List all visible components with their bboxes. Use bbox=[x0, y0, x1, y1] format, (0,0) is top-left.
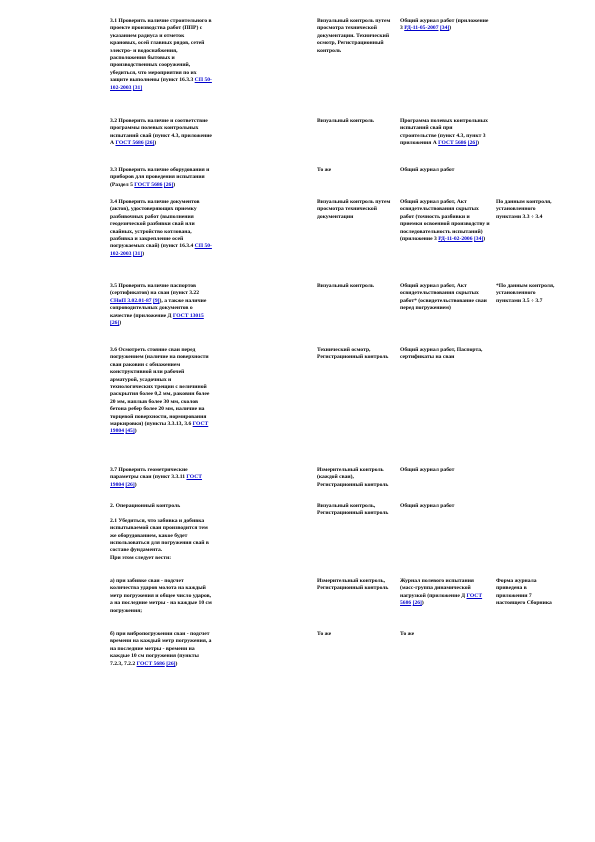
cell-text: ) bbox=[134, 428, 137, 435]
cell-text: 3.2 Проверить наличие и соответствие программы полевых контрольных испытаний свай (пункт 4.3, приложение А bbox=[110, 118, 212, 147]
documentation-cell bbox=[400, 631, 490, 638]
reference-link[interactable]: [34] bbox=[473, 236, 484, 243]
documentation-cell bbox=[400, 199, 490, 243]
cell-text: 3.7 Проверить геометрические параметры сваи (пункт 3.3.11 bbox=[110, 467, 188, 481]
control-method-cell bbox=[317, 167, 397, 174]
control-method-cell bbox=[317, 503, 397, 518]
operation-cell bbox=[110, 347, 212, 436]
cell-text: ) bbox=[175, 660, 178, 667]
cell-text: Журнал полевого испытания (масс-группа динамической нагрузкой (приложение Д bbox=[400, 578, 474, 599]
reference-link[interactable]: [26] bbox=[110, 320, 120, 327]
cell-text: 3.6 Осмотреть стояние сваи перед погружением (наличие на поверхности сваи раковин с обнажением конструктивной или рабочей арматурой, усадочных и технологических трещин с величиной раскрытия более 0,2 мм, раковин более 20 мм, наплыв более 30 мм, сколов бетона ребер более 20 мм, наличие на торцевой поверхности, нормирования маркировки) (пункты 3.3.13, 3.6 bbox=[110, 347, 210, 428]
reference-link[interactable]: ГОСТ 5686 bbox=[438, 140, 467, 147]
reference-link[interactable]: [45] bbox=[125, 428, 135, 435]
cell-text: 3.5 Проверить наличие паспортов (сертификатов) на сваи (пункт 3.22 bbox=[110, 283, 200, 297]
cell-text: По данным контроля, установленного пунктами 3.3 ÷ 3.4 bbox=[496, 199, 552, 220]
reference-link[interactable]: [31] bbox=[132, 250, 143, 257]
documentation-cell bbox=[400, 167, 490, 174]
reference-link[interactable]: ГОСТ 13015 bbox=[172, 312, 204, 319]
cell-text: Общий журнал работ, Паспорта, сертификаты на сваи bbox=[400, 347, 483, 361]
documentation-cell bbox=[400, 578, 490, 608]
reference-link[interactable]: СП 50-102-2003 bbox=[110, 77, 212, 91]
note-cell bbox=[496, 578, 558, 608]
cell-text: Визуальный контроль, Регистрационный контроль bbox=[317, 503, 389, 517]
reference-link[interactable]: ГОСТ 5686 bbox=[115, 140, 144, 147]
note-cell bbox=[496, 199, 558, 221]
control-method-cell bbox=[317, 118, 397, 125]
cell-text: Форма журнала приведена в приложении 7 настоящего Сборника bbox=[496, 578, 552, 607]
documentation-cell bbox=[400, 467, 490, 474]
documentation-cell bbox=[400, 283, 490, 313]
cell-text: Общий журнал работ, Акт освидетельствования скрытых работ* (освидетельствование сваи перед погружением) bbox=[400, 283, 487, 312]
operation-cell bbox=[110, 578, 212, 615]
reference-link[interactable]: ГОСТ 19804 bbox=[110, 474, 203, 488]
reference-link[interactable]: СНиП 3.02.01-87 bbox=[110, 297, 152, 304]
cell-text: а) при забивке сваи - подсчет количества ударов молота на каждый метр погружения и общее число ударов, а на последние метры - на каждые 10 см погружения; bbox=[110, 578, 212, 614]
control-method-cell bbox=[317, 199, 397, 221]
operation-cell bbox=[110, 118, 212, 148]
reference-link[interactable]: ГОСТ 5686 bbox=[400, 592, 483, 607]
cell-text: ) bbox=[173, 181, 176, 188]
cell-text: ) bbox=[449, 25, 452, 32]
operation-cell bbox=[110, 631, 212, 668]
cell-text: ) bbox=[134, 481, 137, 488]
cell-text: ) bbox=[421, 600, 424, 607]
cell-text: Измерительный контроль (каждой сваи), Регистрационный контроль bbox=[317, 467, 389, 488]
reference-link[interactable]: [31] bbox=[132, 84, 143, 91]
operation-cell bbox=[110, 199, 212, 258]
reference-link[interactable]: [9] bbox=[153, 297, 160, 304]
cell-text: б) при вибропогружении сваи - подсчет времени на каждый метр погружения, а на последние метры - времени на каждые 10 см погружения (пункты 7.2.3, 7.2.2 bbox=[110, 631, 212, 667]
cell-text: Визуальный контроль путем просмотра технической документации. Технический осмотр, Регистрационный контроль bbox=[317, 18, 391, 54]
cell-text: 3.3 Проверить наличие оборудования и приборов для проведения испытания (Раздел 5 bbox=[110, 167, 210, 188]
reference-link[interactable]: РД-11-02-2006 bbox=[438, 236, 473, 243]
cell-text: Общий журнал работ (приложение 3 bbox=[400, 18, 489, 32]
control-method-cell bbox=[317, 467, 397, 489]
cell-text: ) bbox=[477, 140, 479, 147]
reference-link[interactable]: [34] bbox=[439, 25, 450, 32]
control-method-cell bbox=[317, 578, 397, 593]
reference-link[interactable]: [26] bbox=[166, 660, 176, 667]
cell-text: 2. Операционный контроль 2.1 Убедиться, что забивка и добивка испытываемой сваи производится тем же оборудованием, какое будет использоваться для погружения свай в составе фундамента. При этом следует вести: bbox=[110, 503, 209, 561]
cell-text: 3.1 Проверить наличие строительного в проекте производства работ (ППР) с указанием радиуса и отметок крановых, осей главных рядов, сетей электро- и водоснабжения, расположения бытовых и производственных сооружений, убедиться, что мероприятия по их защите выполнены (пункт 16.3.3 bbox=[110, 18, 212, 84]
documentation-cell bbox=[400, 18, 490, 33]
documentation-cell bbox=[400, 118, 490, 148]
cell-text: Визуальный контроль bbox=[317, 118, 374, 124]
cell-text: 3.4 Проверить наличие документов (актов), удостоверяющих приемку разбивочных работ (выполнения геодезической разбивки свай или свайных, устройство котлована, разбивка и закрепление осей погружаемых свай) (пункт 16.3.4 bbox=[110, 199, 200, 250]
documentation-cell bbox=[400, 503, 490, 510]
operation-cell bbox=[110, 503, 212, 562]
documentation-cell bbox=[400, 347, 490, 362]
cell-text: То же bbox=[400, 631, 415, 637]
operation-cell bbox=[110, 283, 212, 327]
reference-link[interactable]: СП 50-102-2003 bbox=[110, 243, 212, 257]
reference-link[interactable]: [26] bbox=[163, 181, 174, 188]
cell-text: ) bbox=[483, 236, 486, 243]
cell-text: То же bbox=[317, 631, 332, 637]
note-cell bbox=[496, 283, 558, 305]
reference-link[interactable]: [26] bbox=[412, 600, 422, 607]
reference-link[interactable]: ГОСТ 5686 bbox=[134, 181, 163, 188]
cell-text: Измерительный контроль, Регистрационный контроль bbox=[317, 578, 389, 592]
reference-link[interactable]: [26] bbox=[467, 140, 478, 147]
cell-text: Визуальный контроль bbox=[317, 283, 374, 289]
control-method-cell bbox=[317, 347, 397, 362]
cell-text: ) bbox=[154, 140, 157, 147]
reference-link[interactable]: ГОСТ 19804 bbox=[110, 421, 209, 435]
cell-text: ), а также наличие сопроводительных документов о качестве (приложение Д bbox=[110, 297, 207, 319]
cell-text: *По данным контроля, установленного пунктами 3.5 ÷ 3.7 bbox=[496, 283, 555, 304]
cell-text: Программа полевых контрольных испытаний свай при строительстве (пункт 4.3, пункт 3 приложения А bbox=[400, 118, 488, 147]
cell-text: Общий журнал работ, Акт освидетельствования скрытых работ (точность разбивки и приемки освоенной производству и последовательность испытаний) (приложение 3 bbox=[400, 199, 490, 243]
reference-link[interactable]: ГОСТ 5686 bbox=[136, 660, 165, 667]
cell-text: ) bbox=[119, 320, 122, 327]
reference-link[interactable]: [26] bbox=[145, 140, 155, 147]
operation-cell bbox=[110, 18, 212, 92]
reference-link[interactable]: [26] bbox=[125, 481, 135, 488]
cell-text: Общий журнал работ bbox=[400, 503, 455, 509]
control-method-cell bbox=[317, 18, 397, 55]
control-method-cell bbox=[317, 283, 397, 290]
cell-text: То же bbox=[317, 167, 332, 173]
operation-cell bbox=[110, 467, 212, 489]
cell-text: Визуальный контроль путем просмотра технической документации bbox=[317, 199, 391, 220]
cell-text: Общий журнал работ bbox=[400, 167, 455, 173]
reference-link[interactable]: РД-11-05-2007 bbox=[404, 25, 439, 32]
cell-text: ) bbox=[142, 250, 145, 257]
control-method-cell bbox=[317, 631, 397, 638]
operation-cell bbox=[110, 167, 212, 189]
cell-text: Технический осмотр, Регистрационный контроль bbox=[317, 347, 389, 361]
cell-text: Общий журнал работ bbox=[400, 467, 455, 473]
